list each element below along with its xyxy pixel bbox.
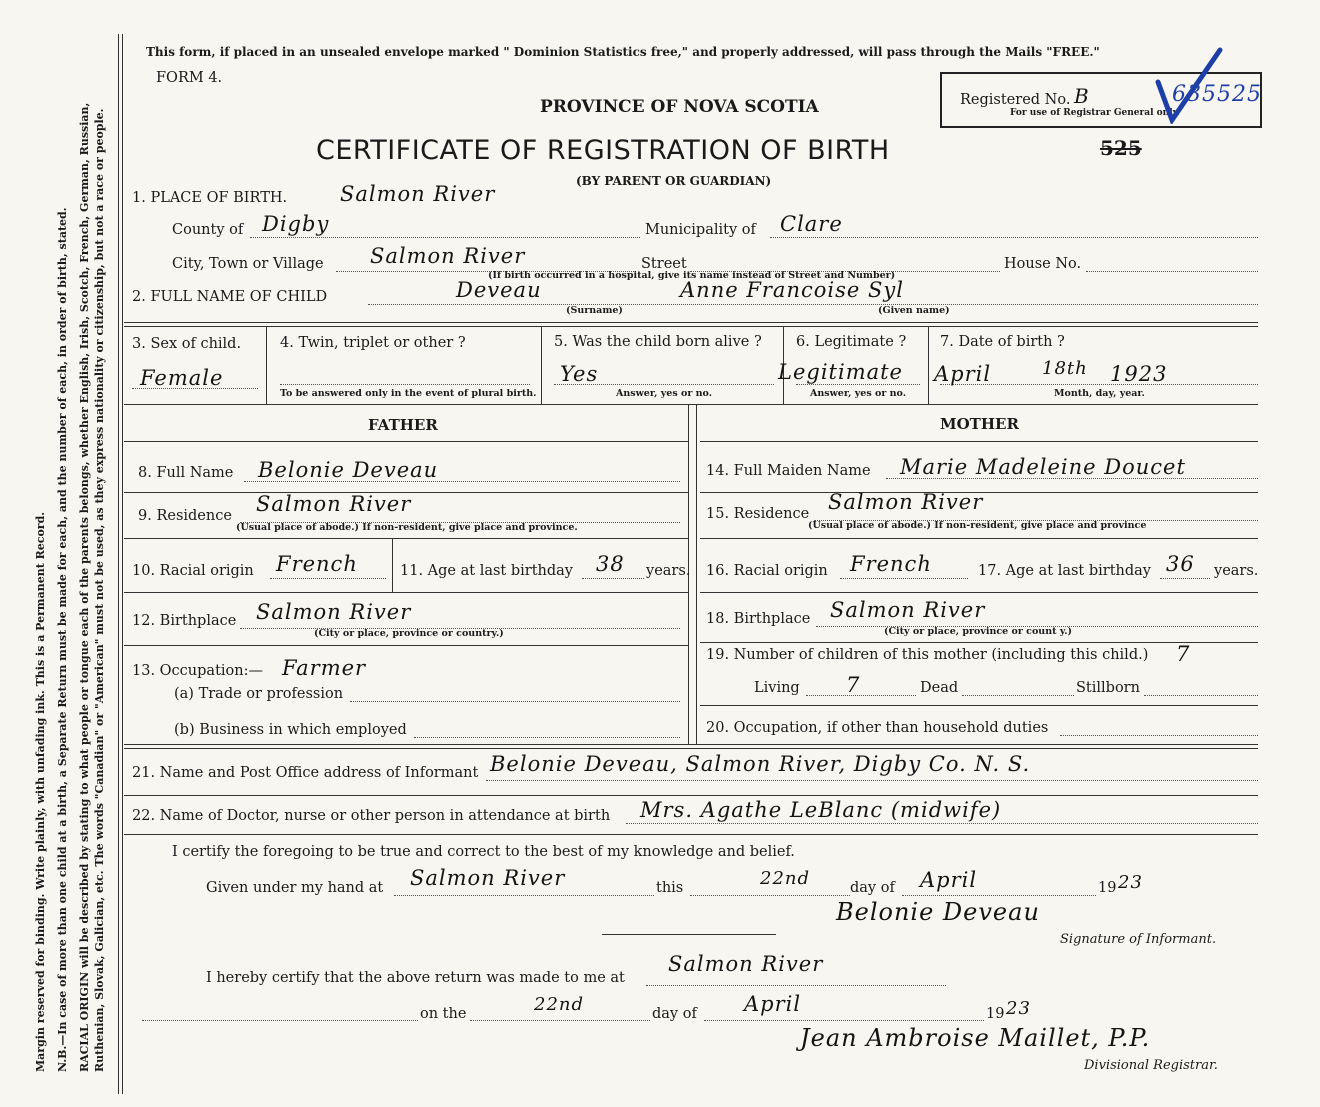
- business-employed-label: (b) Business in which employed: [174, 722, 407, 738]
- mother-age-value: 36: [1166, 552, 1195, 576]
- given-name-caption: (Given name): [878, 305, 950, 316]
- margin-rule: [118, 34, 119, 1094]
- divisional-registrar-caption: Divisional Registrar.: [1084, 1058, 1218, 1073]
- registration-year-suffix: 23: [1006, 998, 1031, 1019]
- hospital-note: (If birth occurred in a hospital, give its name instead of Street and Number): [488, 270, 896, 281]
- child-surname-value: Deveau: [456, 278, 542, 302]
- day-of-label: day of: [850, 880, 895, 896]
- twin-label: 4. Twin, triplet or other ?: [280, 335, 466, 351]
- born-alive-note: Answer, yes or no.: [616, 388, 713, 399]
- father-years-label: years.: [646, 563, 691, 579]
- attendant-value: Mrs. Agathe LeBlanc (midwife): [640, 798, 1002, 822]
- registrar-place-value: Salmon River: [668, 952, 824, 976]
- born-alive-value: Yes: [560, 362, 599, 386]
- certify-statement: I certify the foregoing to be true and correct to the best of my knowledge and belief.: [172, 844, 795, 860]
- mother-abode-note: (Usual place of abode.) If non-resident, give place and province: [808, 520, 1147, 531]
- place-of-birth-label: 1. PLACE OF BIRTH.: [132, 190, 288, 206]
- father-heading: FATHER: [368, 416, 438, 434]
- mother-age-label: 17. Age at last birthday: [978, 563, 1151, 579]
- binding-margin: [0, 0, 118, 1107]
- place-of-birth-value: Salmon River: [340, 182, 496, 206]
- father-age-label: 11. Age at last birthday: [400, 563, 573, 579]
- surname-caption: (Surname): [566, 305, 623, 316]
- given-at-value: Salmon River: [410, 866, 566, 890]
- city-label: City, Town or Village: [172, 256, 324, 272]
- legitimate-value: Legitimate: [778, 360, 903, 384]
- mother-racial-origin-label: 16. Racial origin: [706, 563, 828, 579]
- dob-day-value: 18th: [1042, 358, 1088, 379]
- mother-birthplace-label: 18. Birthplace: [706, 611, 811, 627]
- sex-value: Female: [140, 366, 224, 390]
- father-age-value: 38: [596, 552, 625, 576]
- dob-note: Month, day, year.: [1054, 388, 1145, 399]
- dob-month-value: April: [934, 362, 992, 386]
- father-occupation-label: 13. Occupation:—: [132, 663, 263, 679]
- certificate-title: CERTIFICATE OF REGISTRATION OF BIRTH: [316, 135, 890, 166]
- registered-label: Registered No.: [960, 92, 1071, 108]
- twin-note: To be answered only in the event of plural birth.: [280, 388, 537, 399]
- legitimate-note: Answer, yes or no.: [810, 388, 907, 399]
- county-value: Digby: [262, 212, 330, 236]
- father-birthplace-value: Salmon River: [256, 600, 412, 624]
- mother-years-label: years.: [1214, 563, 1259, 579]
- form-number: FORM 4.: [156, 70, 223, 86]
- registration-day-value: 22nd: [534, 994, 585, 1015]
- mother-heading: MOTHER: [940, 415, 1019, 433]
- father-racial-origin-value: French: [276, 552, 358, 576]
- given-under-label: Given under my hand at: [206, 880, 384, 896]
- date-of-birth-label: 7. Date of birth ?: [940, 334, 1065, 350]
- dead-label: Dead: [920, 680, 959, 696]
- registrar-signature: Jean Ambroise Maillet, P.P.: [800, 1024, 1151, 1052]
- attendant-label: 22. Name of Doctor, nurse or other person in attendance at birth: [132, 808, 611, 824]
- father-residence-label: 9. Residence: [138, 508, 232, 524]
- registered-prefix: B: [1074, 84, 1090, 108]
- father-occupation-value: Farmer: [282, 656, 367, 680]
- house-number-label: House No.: [1004, 256, 1082, 272]
- blue-check-mark: [1150, 44, 1230, 124]
- struck-number: 525: [1100, 136, 1142, 160]
- certificate-subtitle: (BY PARENT OR GUARDIAN): [576, 174, 772, 188]
- mother-occupation-label: 20. Occupation, if other than household duties: [706, 720, 1049, 736]
- municipality-label: Municipality of: [645, 222, 756, 238]
- given-month-value: April: [920, 868, 978, 892]
- margin-rule-2: [122, 34, 123, 1094]
- signature-of-informant-caption: Signature of Informant.: [1060, 932, 1217, 947]
- mother-residence-label: 15. Residence: [706, 506, 810, 522]
- margin-text-line-4: Ruthenian, Slovak, Galician, etc. The words "Canadian" or "American" must not be used, as they express nationality or citizenship, but not a race or people.: [93, 108, 106, 1072]
- street-label: Street: [641, 256, 687, 272]
- mother-birthplace-note: (City or place, province or count y.): [884, 626, 1073, 637]
- child-given-names-value: Anne Francoise Syl: [680, 278, 904, 302]
- living-label: Living: [754, 680, 800, 696]
- given-day-value: 22nd: [760, 868, 811, 889]
- province-heading: PROVINCE OF NOVA SCOTIA: [540, 97, 819, 117]
- children-count-value: 7: [1176, 642, 1191, 666]
- margin-text-line-1: Margin reserved for binding. Write plainly, with unfading ink. This is a Permanent Record.: [34, 511, 47, 1072]
- given-year-suffix: 23: [1118, 872, 1143, 893]
- father-abode-note: (Usual place of abode.) If non-resident, give place and province.: [236, 522, 578, 533]
- given-year-prefix: 19: [1098, 880, 1117, 896]
- municipality-value: Clare: [780, 212, 843, 236]
- children-count-label: 19. Number of children of this mother (including this child.): [706, 647, 1149, 663]
- margin-text-line-2: N.B.—In case of more than one child at a birth, a Separate Return must be made for each, and the number of each, in order of birth, stated.: [56, 207, 69, 1072]
- this-label: this: [656, 880, 684, 896]
- margin-text-line-3: RACIAL ORIGIN will be described by stating to what people or tongue each of the parents belongs, whether English, Irish, Scotch, French, German, Russian,: [78, 102, 91, 1072]
- father-residence-value: Salmon River: [256, 492, 412, 516]
- informant-label: 21. Name and Post Office address of Informant: [132, 765, 479, 781]
- living-value: 7: [846, 673, 861, 697]
- sex-label: 3. Sex of child.: [132, 336, 242, 352]
- registered-number: 635525: [1172, 82, 1262, 107]
- on-the-label: on the: [420, 1006, 467, 1022]
- registration-day-of-label: day of: [652, 1006, 697, 1022]
- registration-year-prefix: 19: [986, 1006, 1005, 1022]
- full-name-of-child-label: 2. FULL NAME OF CHILD: [132, 289, 328, 305]
- informant-signature: Belonie Deveau: [836, 898, 1040, 926]
- stillborn-label: Stillborn: [1076, 680, 1140, 696]
- mail-notice: This form, if placed in an unsealed envelope marked " Dominion Statistics free," and properly addressed, will pass through the Mails "FREE.": [146, 45, 1100, 59]
- registration-month-value: April: [744, 992, 802, 1016]
- father-full-name-value: Belonie Deveau: [258, 458, 439, 482]
- mother-maiden-name-label: 14. Full Maiden Name: [706, 463, 871, 479]
- dob-year-value: 1923: [1110, 362, 1168, 386]
- city-value: Salmon River: [370, 244, 526, 268]
- hereby-certify-label: I hereby certify that the above return was made to me at: [206, 970, 625, 986]
- father-birthplace-label: 12. Birthplace: [132, 613, 237, 629]
- legitimate-label: 6. Legitimate ?: [796, 334, 907, 350]
- mother-maiden-name-value: Marie Madeleine Doucet: [900, 455, 1186, 479]
- father-racial-origin-label: 10. Racial origin: [132, 563, 254, 579]
- county-label: County of: [172, 222, 244, 238]
- mother-racial-origin-value: French: [850, 552, 932, 576]
- registered-note: For use of Registrar General only.: [1010, 108, 1180, 118]
- father-full-name-label: 8. Full Name: [138, 465, 234, 481]
- father-birthplace-note: (City or place, province or country.): [314, 628, 504, 639]
- trade-profession-label: (a) Trade or profession: [174, 686, 344, 702]
- informant-value: Belonie Deveau, Salmon River, Digby Co. N. S.: [490, 752, 1031, 776]
- mother-birthplace-value: Salmon River: [830, 598, 986, 622]
- born-alive-label: 5. Was the child born alive ?: [554, 334, 762, 350]
- mother-residence-value: Salmon River: [828, 490, 984, 514]
